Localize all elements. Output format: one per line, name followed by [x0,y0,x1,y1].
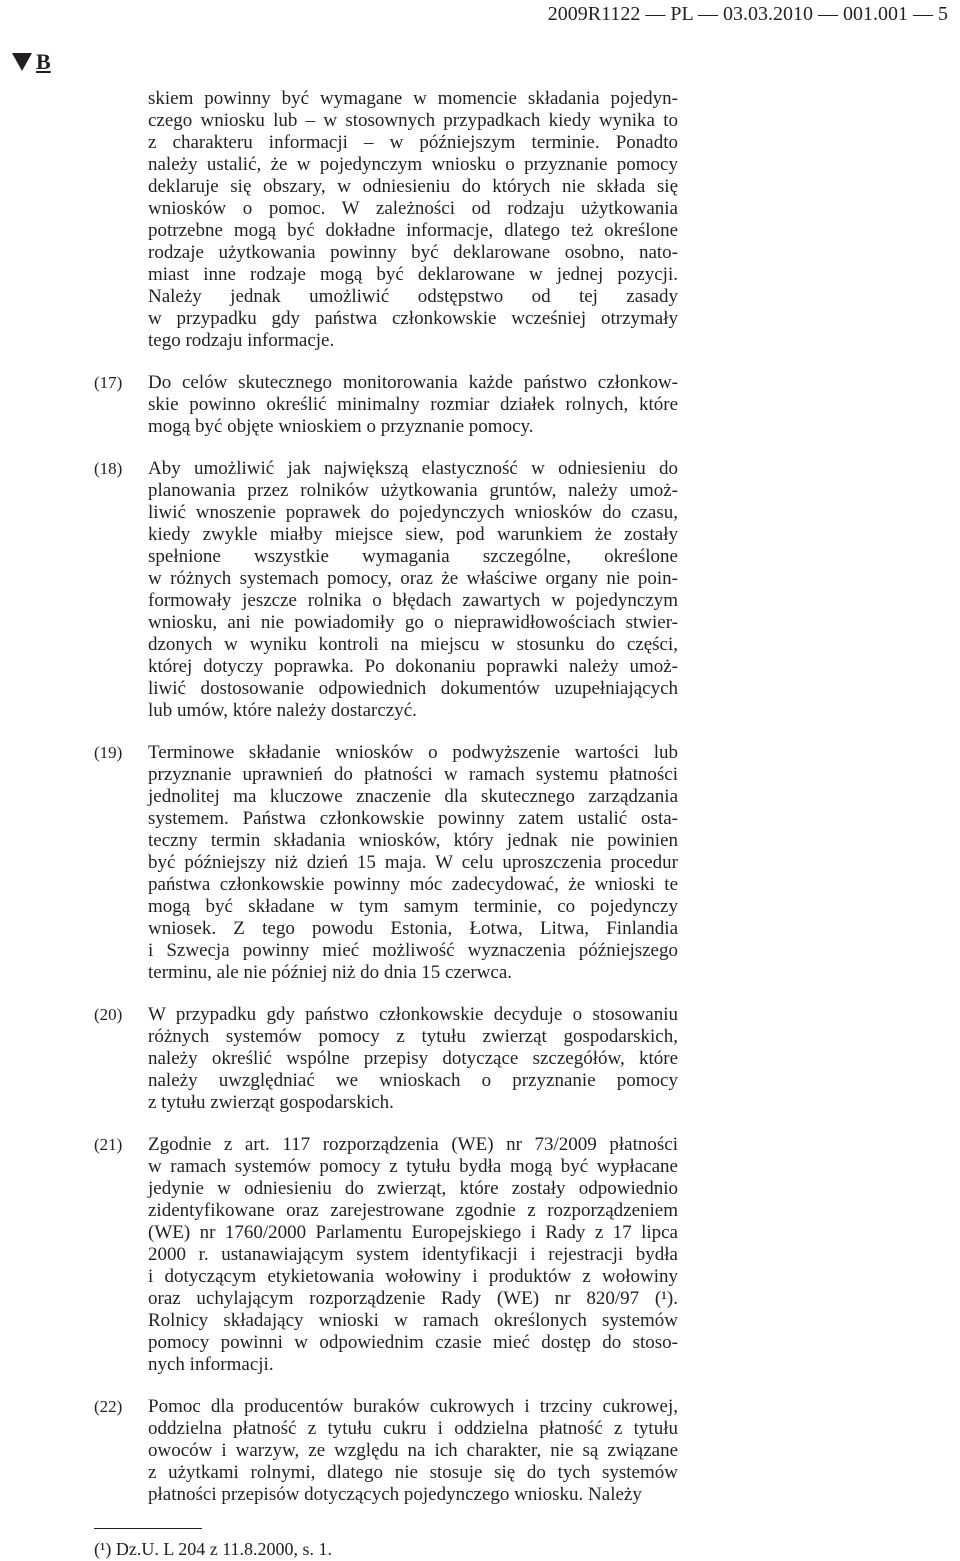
amendment-marker [12,48,51,76]
text-line: Rolnicy składający wnioski w ramach określonych systemów [148,1310,678,1331]
recital-text [148,458,678,722]
text-line: w różnych systemach pomocy, oraz że właściwe organy nie poin- [148,568,678,589]
recital-paragraph [0,1396,960,1506]
text-line: różnych systemów pomocy z tytułu zwierząt gospodarskich, [148,1026,678,1047]
text-line: z tytułu zwierząt gospodarskich. [148,1092,394,1113]
text-line: której dotyczy poprawka. Po dokonaniu poprawki należy umoż- [148,656,678,677]
text-line: zidentyfikowane oraz zarejestrowane zgodnie z rozporządzeniem [148,1200,678,1221]
text-line: rodzaje użytkowania powinny być deklarowane osobno, nato- [148,242,678,263]
text-line: liwić wnoszenie poprawek do pojedynczych wniosków do czasu, [148,502,678,523]
text-line: planowania przez rolników użytkowania gruntów, należy umoż- [148,480,678,501]
text-line: formowały jeszcze rolnika o błędach zawartych w pojedynczym [148,590,678,611]
text-line: 2000 r. ustanawiającym system identyfikacji i rejestracji bydła [148,1244,678,1265]
text-line: Zgodnie z art. 117 rozporządzenia (WE) nr 73/2009 płatności [148,1134,678,1155]
text-line: należy określić wspólne przepisy dotyczące szczegółów, które [148,1048,678,1069]
text-line: czego wniosku lub – w stosownych przypadkach kiedy wynika to [148,110,678,131]
text-line: oraz uchylającym rozporządzenie Rady (WE) nr 820/97 (¹). [148,1288,678,1309]
text-line: i dotyczącym etykietowania wołowiny i produktów z wołowiny [148,1266,678,1287]
text-line: terminu, ale nie później niż do dnia 15 czerwca. [148,962,513,983]
text-line: w przypadku gdy państwa członkowskie wcześniej otrzymały [148,308,678,329]
triangle-down-icon [12,53,32,71]
text-line: Pomoc dla producentów buraków cukrowych i trzciny cukrowej, [148,1396,678,1417]
text-line: wniosków o pomoc. W zależności od rodzaju użytkowania [148,198,678,219]
recital-paragraph [0,1134,960,1376]
text-line: systemem. Państwa członkowskie powinny zatem ustalić osta- [148,808,678,829]
text-line: (WE) nr 1760/2000 Parlamentu Europejskiego i Rady z 17 lipca [148,1222,678,1243]
recital-number: (22) [94,1397,123,1416]
recital-number: (21) [94,1135,123,1154]
text-line: skie powinno określić minimalny rozmiar działek rolnych, które [148,394,678,415]
recital-text [148,1004,678,1114]
footnote: (¹) Dz.U. L 204 z 11.8.2000, s. 1. [94,1539,333,1559]
text-line: płatności przepisów dotyczących pojedynczego wniosku. Należy [148,1484,642,1505]
recital-number: (20) [94,1005,123,1024]
recital-paragraph [0,742,960,984]
recital-paragraph [0,88,960,352]
text-line: z użytkami rolnymi, dlatego nie stosuje się do tych systemów [148,1462,678,1483]
recital-number: (19) [94,743,123,762]
text-line: pomocy powinni w odpowiednim czasie mieć dostęp do stoso- [148,1332,678,1353]
recital-text [148,1134,678,1376]
text-line: nych informacji. [148,1354,274,1375]
recital-number: (18) [94,459,123,478]
recital-paragraph [0,372,960,438]
text-line: Należy jednak umożliwić odstępstwo od tej zasady [148,286,678,307]
text-line: teczny termin składania wniosków, który jednak nie powinien [148,830,678,851]
text-line: wniosek. Z tego powodu Estonia, Łotwa, Litwa, Finlandia [148,918,678,939]
recital-paragraph [0,1004,960,1114]
recital-text [148,372,678,438]
text-line: mogą być składane w tym samym terminie, co pojedynczy [148,896,678,917]
text-line: Terminowe składanie wniosków o podwyższenie wartości lub [148,742,678,763]
recital-text [148,88,678,352]
text-line: przyznanie uprawnień do płatności w ramach systemu płatności [148,764,678,785]
text-line: skiem powinny być wymagane w momencie składania pojedyn- [148,88,678,109]
text-line: tego rodzaju informacje. [148,330,335,351]
text-line: Do celów skutecznego monitorowania każde państwo członkow- [148,372,678,393]
text-line: z charakteru informacji – w późniejszym terminie. Ponadto [148,132,678,153]
recital-paragraph [0,458,960,722]
document-body [0,88,960,1526]
text-line: miast inne rodzaje mogą być deklarowane w jednej pozycji. [148,264,678,285]
recital-text [148,1396,678,1506]
amendment-marker-letter: B [36,49,51,74]
text-line: mogą być objęte wnioskiem o przyznanie pomocy. [148,416,534,437]
text-line: oddzielna płatność z tytułu cukru i oddzielna płatność z tytułu [148,1418,678,1439]
text-line: w ramach systemów pomocy z tytułu bydła mogą być wypłacane [148,1156,678,1177]
text-line: liwić dostosowanie odpowiednich dokumentów uzupełniających [148,678,678,699]
text-line: dzonych w wyniku kontroli na miejscu w stosunku do części, [148,634,678,655]
text-line: jednolitej ma kluczowe znaczenie dla skutecznego zarządzania [148,786,678,807]
text-line: spełnione wszystkie wymagania szczególne, określone [148,546,678,567]
footnote-separator [94,1528,202,1529]
text-line: być późniejszy niż dzień 15 maja. W celu uproszczenia procedur [148,852,678,873]
recital-number: (17) [94,373,123,392]
text-line: kiedy zwykle miałby miejsce siew, pod warunkiem że zostały [148,524,678,545]
text-line: należy ustalić, że w pojedynczym wniosku o przyznanie pomocy [148,154,678,175]
recital-text [148,742,678,984]
text-line: wniosku, ani nie powiadomiły go o nieprawidłowościach stwier- [148,612,678,633]
text-line: deklaruje się obszary, w odniesieniu do których nie składa się [148,176,678,197]
text-line: owoców i warzyw, ze względu na ich charakter, nie są związane [148,1440,678,1461]
text-line: potrzebne mogą być dokładne informacje, dlatego też określone [148,220,678,241]
text-line: państwa członkowskie powinny móc zadecydować, że wnioski te [148,874,678,895]
text-line: należy uwzględniać we wnioskach o przyznanie pomocy [148,1070,678,1091]
text-line: jedynie w odniesieniu do zwierząt, które zostały odpowiednio [148,1178,678,1199]
text-line: Aby umożliwić jak największą elastyczność w odniesieniu do [148,458,678,479]
running-header: 2009R1122 — PL — 03.03.2010 — 001.001 — 5 [547,3,948,25]
text-line: i Szwecja powinny mieć możliwość wyznaczenia późniejszego [148,940,678,961]
text-line: W przypadku gdy państwo członkowskie decyduje o stosowaniu [148,1004,678,1025]
text-line: lub umów, które należy dostarczyć. [148,700,417,721]
